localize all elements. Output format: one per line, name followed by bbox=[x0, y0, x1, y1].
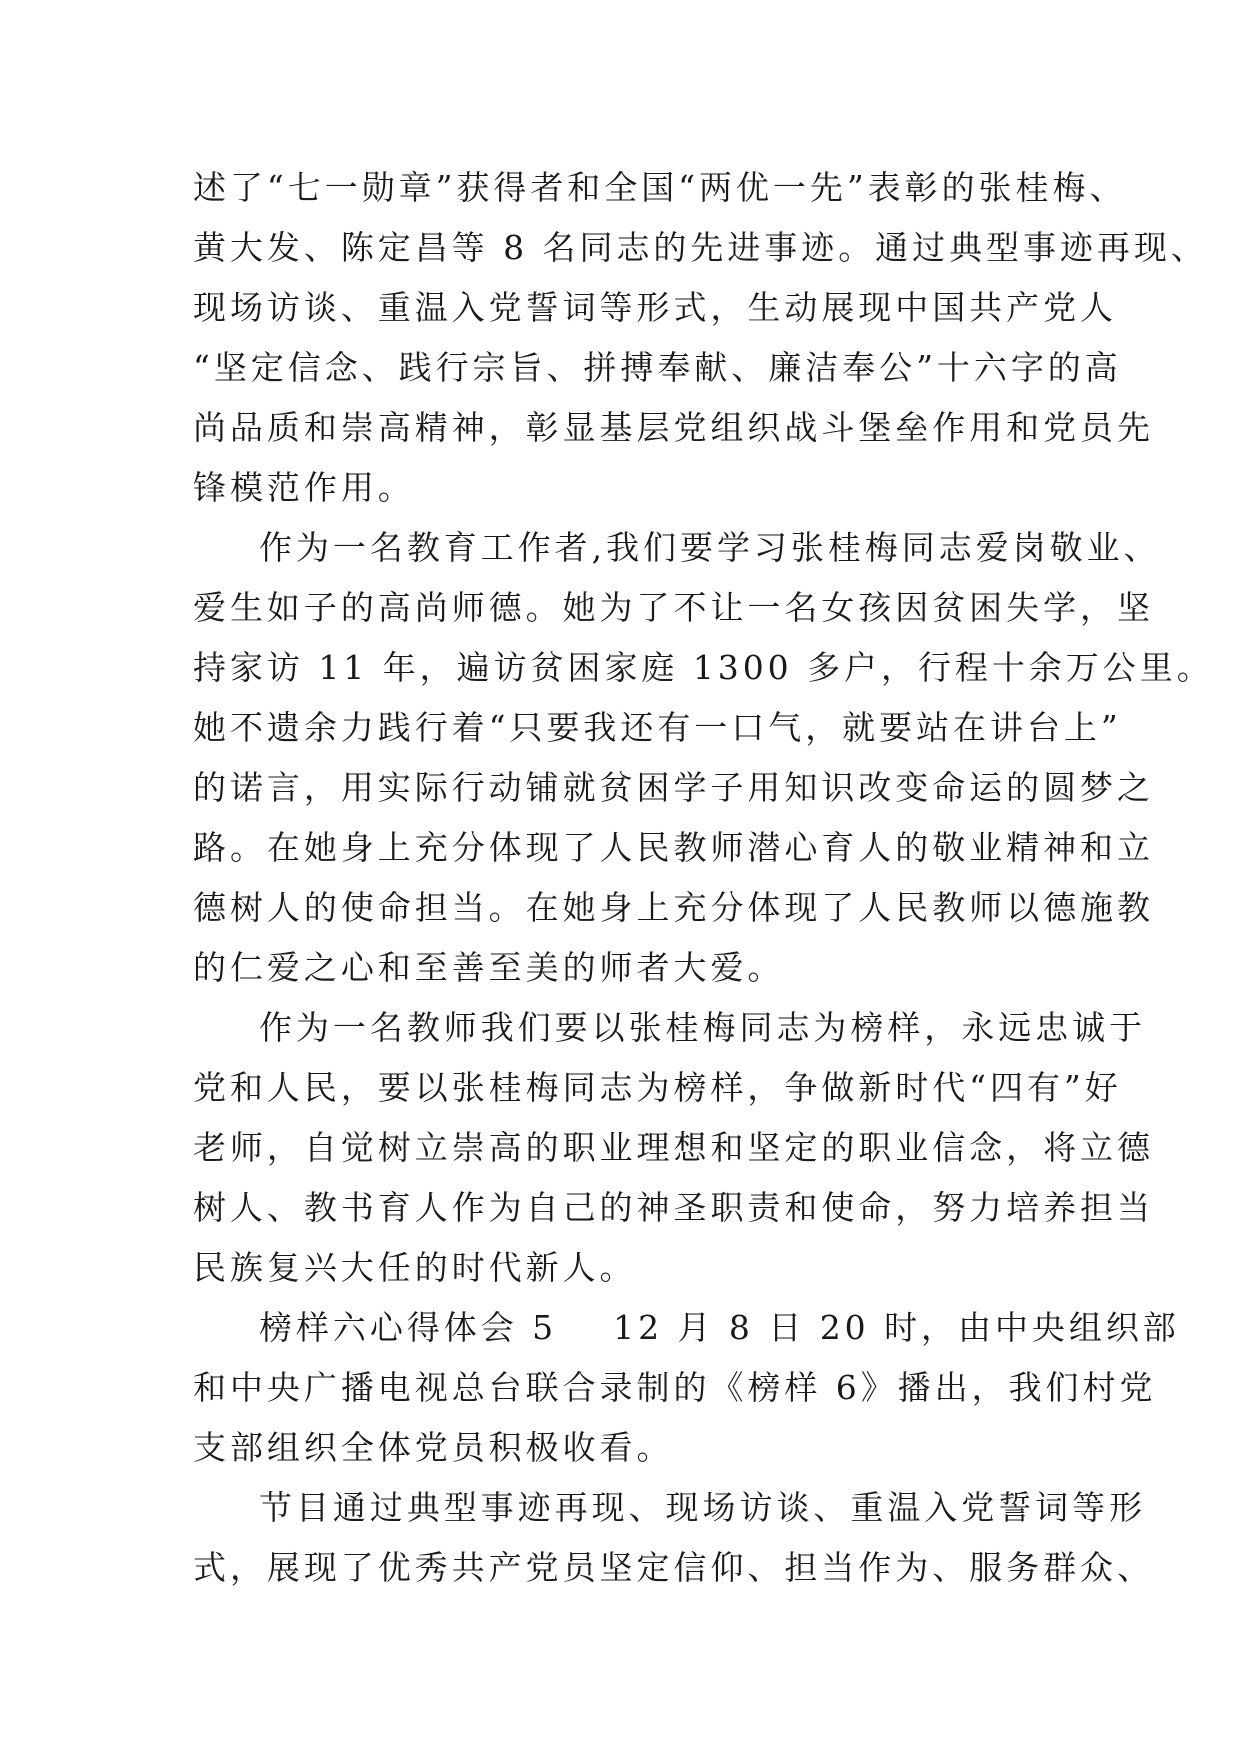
text-line: 黄大发、陈定昌等 8 名同志的先进事迹。通过典型事迹再现、 bbox=[193, 228, 1208, 267]
text-line: 节目通过典型事迹再现、现场访谈、重温入党誓词等形 bbox=[259, 1488, 1147, 1527]
paragraph-2 bbox=[193, 518, 1214, 998]
text-line bbox=[193, 1298, 1180, 1358]
text-line: 树人、教书育人作为自己的神圣职责和使命，努力培养担当 bbox=[193, 1188, 1154, 1227]
text-line: 德树人的使命担当。在她身上充分体现了人民教师以德施教 bbox=[193, 888, 1154, 927]
text-line: 的仁爱之心和至善至美的师者大爱。 bbox=[193, 948, 785, 987]
text-line: 尚品质和崇高精神，彰显基层党组织战斗堡垒作用和党员先 bbox=[193, 408, 1154, 447]
text-line: 党和人民，要以张桂梅同志为榜样，争做新时代“四有”好 bbox=[193, 1068, 1122, 1107]
text-line: 式，展现了优秀共产党员坚定信仰、担当作为、服务群众、 bbox=[193, 1548, 1154, 1587]
text-line: 现场访谈、重温入党誓词等形式，生动展现中国共产党人 bbox=[193, 288, 1117, 327]
text-line: 持家访 11 年，遍访贫困家庭 1300 多户，行程十余万公里。 bbox=[193, 648, 1214, 687]
document-body bbox=[193, 158, 1214, 1598]
text-line: 民族复兴大任的时代新人。 bbox=[193, 1248, 637, 1287]
text-line: 她不遗余力践行着“只要我还有一口气，就要站在讲台上” bbox=[193, 708, 1122, 747]
text-line: 的诺言，用实际行动铺就贫困学子用知识改变命运的圆梦之 bbox=[193, 768, 1154, 807]
text-line: “坚定信念、践行宗旨、拼搏奉献、廉洁奉公”十六字的高 bbox=[193, 348, 1122, 387]
section-heading: 榜样六心得体会 5 bbox=[259, 1308, 558, 1347]
text-line: 和中央广播电视总台联合录制的《榜样 6》播出，我们村党 bbox=[193, 1368, 1157, 1407]
text-line: 作为一名教育工作者,我们要学习张桂梅同志爱岗敬业、 bbox=[259, 528, 1161, 567]
text-line: 锋模范作用。 bbox=[193, 468, 415, 507]
text-line: 路。在她身上充分体现了人民教师潜心育人的敬业精神和立 bbox=[193, 828, 1154, 867]
paragraph-5 bbox=[193, 1478, 1154, 1598]
text-line: 作为一名教师我们要以张桂梅同志为榜样，永远忠诚于 bbox=[259, 1008, 1147, 1047]
text-fragment: 12 月 8 日 20 时，由中央组织部 bbox=[613, 1308, 1180, 1347]
paragraph-4 bbox=[193, 1298, 1180, 1478]
paragraph-1 bbox=[193, 158, 1208, 518]
text-line: 述了“七一勋章”获得者和全国“两优一先”表彰的张桂梅、 bbox=[193, 168, 1127, 207]
paragraph-3 bbox=[193, 998, 1154, 1298]
text-line: 老师，自觉树立崇高的职业理想和坚定的职业信念，将立德 bbox=[193, 1128, 1154, 1167]
text-line: 支部组织全体党员积极收看。 bbox=[193, 1428, 674, 1467]
text-line: 爱生如子的高尚师德。她为了不让一名女孩因贫困失学，坚 bbox=[193, 588, 1154, 627]
